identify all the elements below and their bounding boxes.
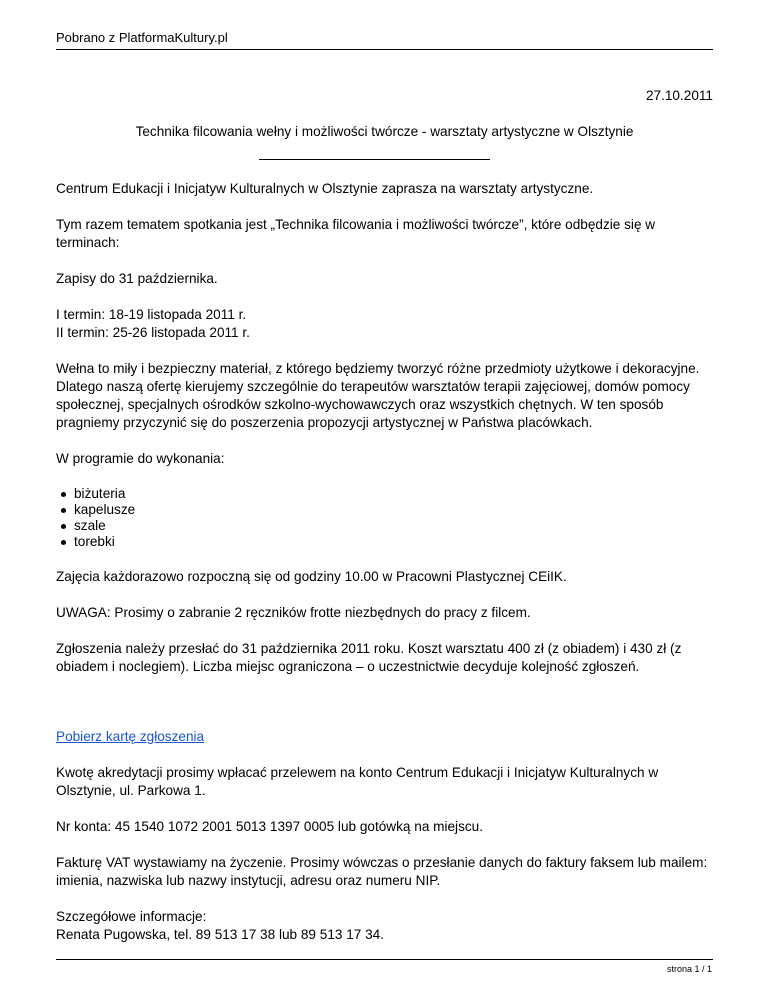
download-form-link[interactable]: Pobierz kartę zgłoszenia [56, 729, 205, 744]
term-first: I termin: 18-19 listopada 2011 r. [56, 307, 247, 322]
registration-deadline: Zapisy do 31 października. [56, 271, 218, 286]
details-heading: Szczegółowe informacje: [56, 909, 207, 924]
topic-paragraph: Tym razem tematem spotkania jest „Technika filcowania i możliwości twórcze”, które odbędzie się w terminach: [56, 217, 656, 250]
program-heading: W programie do wykonania: [56, 451, 225, 466]
spacer [56, 694, 713, 728]
article-body [56, 87, 713, 962]
download-paragraph [56, 728, 713, 746]
header-divider [56, 49, 713, 50]
list-item: biżuteria [74, 486, 713, 502]
source-header: Pobrano z PlatformaKultury.pl [56, 30, 228, 45]
list-item: szale [74, 518, 713, 534]
contact-paragraph [56, 908, 713, 944]
list-item: torebki [74, 534, 713, 550]
contact-info: Renata Pugowska, tel. 89 513 17 38 lub 89 513 17 34. [56, 927, 385, 942]
costs-paragraph: Zgłoszenia należy przesłać do 31 października 2011 roku. Koszt warsztatu 400 zł (z obiadem) i 430 zł (z obiadem i noclegiem). Liczba miejsc ograniczona – o uczestnictwie decyduje kolejność zgłoszeń. [56, 641, 682, 674]
account-paragraph: Nr konta: 45 1540 1072 2001 5013 1397 0005 lub gotówką na miejscu. [56, 819, 484, 834]
title-divider [259, 159, 490, 160]
terms-paragraph [56, 306, 713, 342]
description-paragraph: Wełna to miły i bezpieczny materiał, z którego będziemy tworzyć różne przedmioty użytkowe i dekoracyjne. Dlatego naszą ofertę kierujemy szczególnie do terapeutów warsztatów terapii zajęciowej, domów pomocy społecznej, specjalnych ośrodków szkolno-wychowawczych oraz wszystkich chętnych. W ten sposób pragniemy przyczynić się do poszerzenia propozycji artystycznej w Państwa placówkach. [56, 361, 700, 430]
term-second: II termin: 25-26 listopada 2011 r. [56, 325, 250, 340]
notice-paragraph: UWAGA: Prosimy o zabranie 2 ręczników frotte niezbędnych do pracy z filcem. [56, 605, 531, 620]
article-title: Technika filcowania wełny i możliwości twórcze - warsztaty artystyczne w Olsztynie [135, 124, 634, 139]
program-list [56, 486, 713, 550]
page-number: strona 1 / 1 [666, 964, 712, 974]
schedule-paragraph: Zajęcia każdorazowo rozpoczną się od godziny 10.00 w Pracowni Plastycznej CEiIK. [56, 569, 567, 584]
article-date: 27.10.2011 [645, 88, 713, 103]
intro-paragraph: Centrum Edukacji i Inicjatyw Kulturalnych w Olsztynie zaprasza na warsztaty artystyczne. [56, 181, 594, 196]
payment-paragraph: Kwotę akredytacji prosimy wpłacać przelewem na konto Centrum Edukacji i Inicjatyw Kulturalnych w Olsztynie, ul. Parkowa 1. [56, 765, 659, 798]
footer-divider [56, 959, 713, 960]
invoice-paragraph: Fakturę VAT wystawiamy na życzenie. Prosimy wówczas o przesłanie danych do faktury faksem lub mailem: imienia, nazwiska lub nazwy instytucji, adresu oraz numeru NIP. [56, 855, 708, 888]
list-item: kapelusze [74, 502, 713, 518]
